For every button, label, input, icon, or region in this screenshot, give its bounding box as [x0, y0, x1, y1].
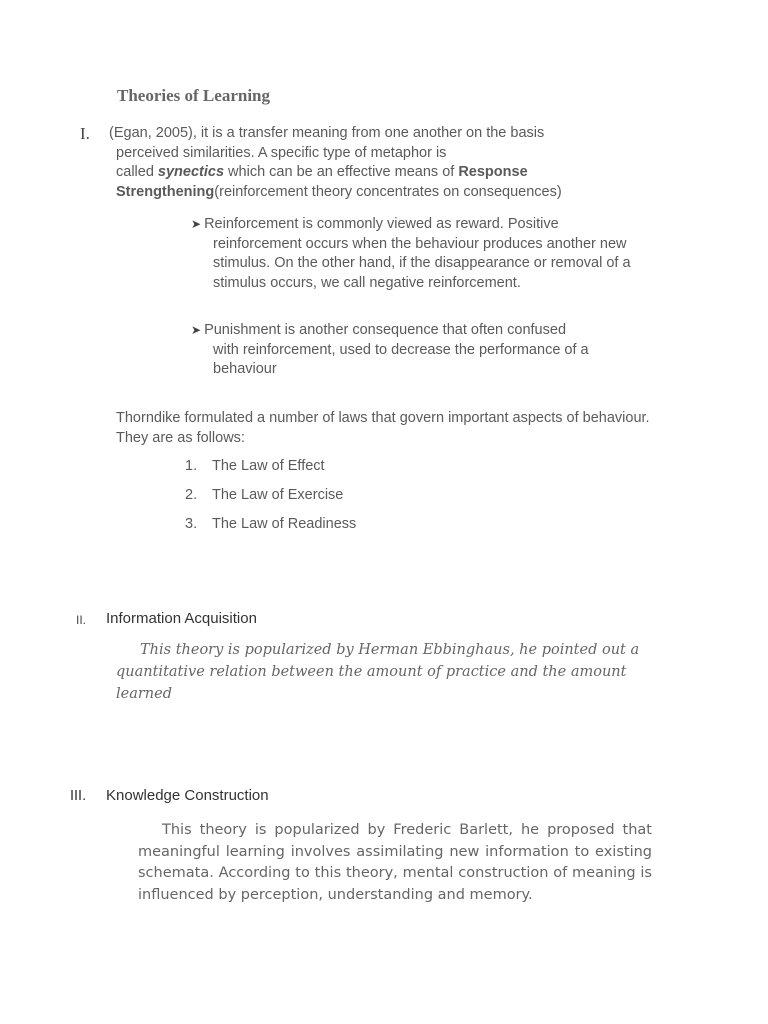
- bullet-item: [191, 215, 646, 293]
- bullet-text: Reinforcement is commonly viewed as reward. Positive: [204, 216, 559, 232]
- para-line: [109, 163, 669, 183]
- page-title: Theories of Learning: [117, 86, 270, 105]
- list-number: 3.: [185, 516, 198, 532]
- synectics-term: synectics: [157, 164, 225, 180]
- paragraph-text: This theory is popularized by Herman Ebbinghaus, he pointed out a quantitative relation between the amount of practice and the amount learned: [116, 642, 640, 702]
- laws-list: [185, 458, 356, 545]
- arrow-bullet-icon: ➤: [191, 323, 202, 337]
- list-item: [185, 487, 356, 516]
- list-number: 2.: [185, 487, 198, 503]
- section-1-numeral: I.: [80, 124, 90, 143]
- text: (reinforcement theory concentrates on consequences): [214, 183, 562, 200]
- thorndike-paragraph: Thorndike formulated a number of laws that govern important aspects of behaviour. They are as follows:: [116, 410, 650, 446]
- para-line: perceived similarities. A specific type of metaphor is: [116, 144, 447, 161]
- list-text: The Law of Readiness: [212, 516, 357, 532]
- list-number: 1.: [185, 458, 198, 474]
- section-2-heading: Information Acquisition: [106, 610, 257, 627]
- bullet-text-continued: with reinforcement, used to decrease the performance of a behaviour: [213, 341, 589, 377]
- list-item: [185, 458, 356, 487]
- paragraph-text: This theory is popularized by Frederic Barlett, he proposed that meaningful learning involves assimilating new information to existing schemata. According to this theory, mental construction of meaning is influenced by perception, understanding and memory.: [138, 822, 652, 903]
- list-item: [185, 516, 356, 545]
- section-3-heading: Knowledge Construction: [106, 787, 269, 804]
- section-2-paragraph: [116, 639, 656, 705]
- bullet-item: [191, 321, 646, 380]
- para-line: [109, 183, 669, 203]
- section-2-numeral: II.: [76, 613, 87, 627]
- section-1-paragraph: [109, 124, 669, 202]
- text: called: [116, 164, 158, 180]
- para-line: (Egan, 2005), it is a transfer meaning from one another on the basis: [109, 125, 545, 141]
- list-text: The Law of Effect: [212, 458, 325, 474]
- text: which can be an effective means of: [224, 164, 459, 180]
- section-3-numeral: III.: [70, 788, 87, 804]
- arrow-bullet-icon: ➤: [191, 217, 202, 231]
- bullet-text: Punishment is another consequence that often confused: [204, 322, 567, 338]
- bullet-text-continued: reinforcement occurs when the behaviour produces another new stimulus. On the other hand, if the disappearance or removal of a stimulus occurs, we call negative reinforcement.: [213, 235, 631, 291]
- section-3-paragraph: [138, 820, 652, 906]
- response-term: Response: [458, 164, 528, 180]
- list-text: The Law of Exercise: [212, 487, 344, 503]
- strengthening-term: Strengthening: [116, 183, 215, 200]
